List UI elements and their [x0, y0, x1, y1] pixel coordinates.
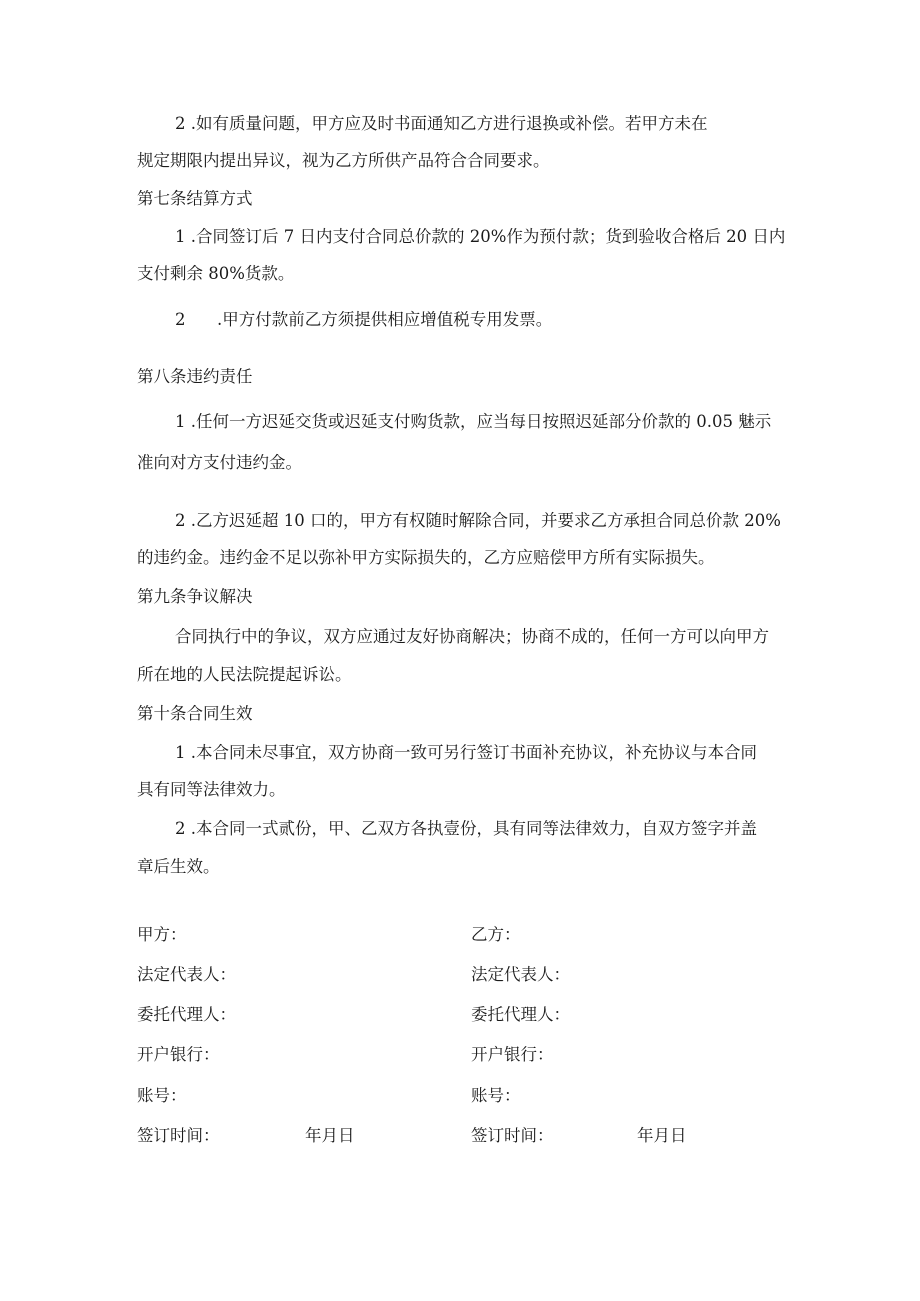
- article10-title: 第十条合同生效: [137, 704, 253, 723]
- article8-title: 第八条违约责任: [137, 367, 253, 386]
- article10-clause2-line1: 2 .本合同一式贰份，甲、乙双方各执壹份，具有同等法律效力，自双方签字并盖: [175, 819, 757, 838]
- article9-body-line1: 合同执行中的争议，双方应通过友好协商解决；协商不成的，任何一方可以向甲方: [175, 627, 769, 646]
- party-b-label: 乙方：: [471, 925, 521, 944]
- article7-title: 第七条结算方式: [137, 189, 253, 208]
- party-b-legal-rep-label: 法定代表人：: [471, 965, 570, 984]
- article8-clause1-line2: 准向对方支付违约金。: [137, 453, 302, 472]
- party-b-account-label: 账号：: [471, 1086, 521, 1105]
- article10-clause1-line1: 1 .本合同未尽事宜，双方协商一致可另行签订书面补充协议，补充协议与本合同: [175, 743, 757, 762]
- party-b-date-label: 签订时间：: [471, 1126, 554, 1145]
- party-a-label: 甲方：: [137, 925, 187, 944]
- party-b-agent-label: 委托代理人：: [471, 1005, 570, 1024]
- article10-clause1-line2: 具有同等法律效力。: [137, 780, 286, 799]
- party-a-date-label: 签订时间：: [137, 1126, 220, 1145]
- article6-clause2-line1: 2 .如有质量问题，甲方应及时书面通知乙方进行退换或补偿。若甲方未在: [175, 114, 708, 133]
- article7-clause1-line2: 支付剩余 80%货款。: [137, 264, 295, 283]
- article6-clause2-line2: 规定期限内提出异议，视为乙方所供产品符合合同要求。: [137, 151, 550, 170]
- party-a-agent-label: 委托代理人：: [137, 1005, 236, 1024]
- party-a-date-value: 年月日: [305, 1126, 355, 1145]
- party-b-bank-label: 开户银行：: [471, 1045, 554, 1064]
- party-a-legal-rep-label: 法定代表人：: [137, 965, 236, 984]
- party-a-bank-label: 开户银行：: [137, 1045, 220, 1064]
- article7-clause2: 2 .甲方付款前乙方须提供相应增值税专用发票。: [175, 310, 553, 329]
- article8-clause2-line1: 2 .乙方迟延超 10 口的，甲方有权随时解除合同，并要求乙方承担合同总价款 20%: [175, 511, 781, 530]
- article8-clause2-line2: 的违约金。违约金不足以弥补甲方实际损失的，乙方应赔偿甲方所有实际损失。: [137, 548, 715, 567]
- article9-body-line2: 所在地的人民法院提起诉讼。: [137, 665, 352, 684]
- article8-clause1-line1: 1 .任何一方迟延交货或迟延支付购货款，应当每日按照迟延部分价款的 0.05 魅示: [175, 412, 772, 431]
- party-b-date-value: 年月日: [637, 1126, 687, 1145]
- article10-clause2-line2: 章后生效。: [137, 857, 220, 876]
- article7-clause1-line1: 1 .合同签订后 7 日内支付合同总价款的 20%作为预付款；货到验收合格后 20 日内: [175, 227, 786, 246]
- article9-title: 第九条争议解决: [137, 587, 253, 606]
- party-a-account-label: 账号：: [137, 1086, 187, 1105]
